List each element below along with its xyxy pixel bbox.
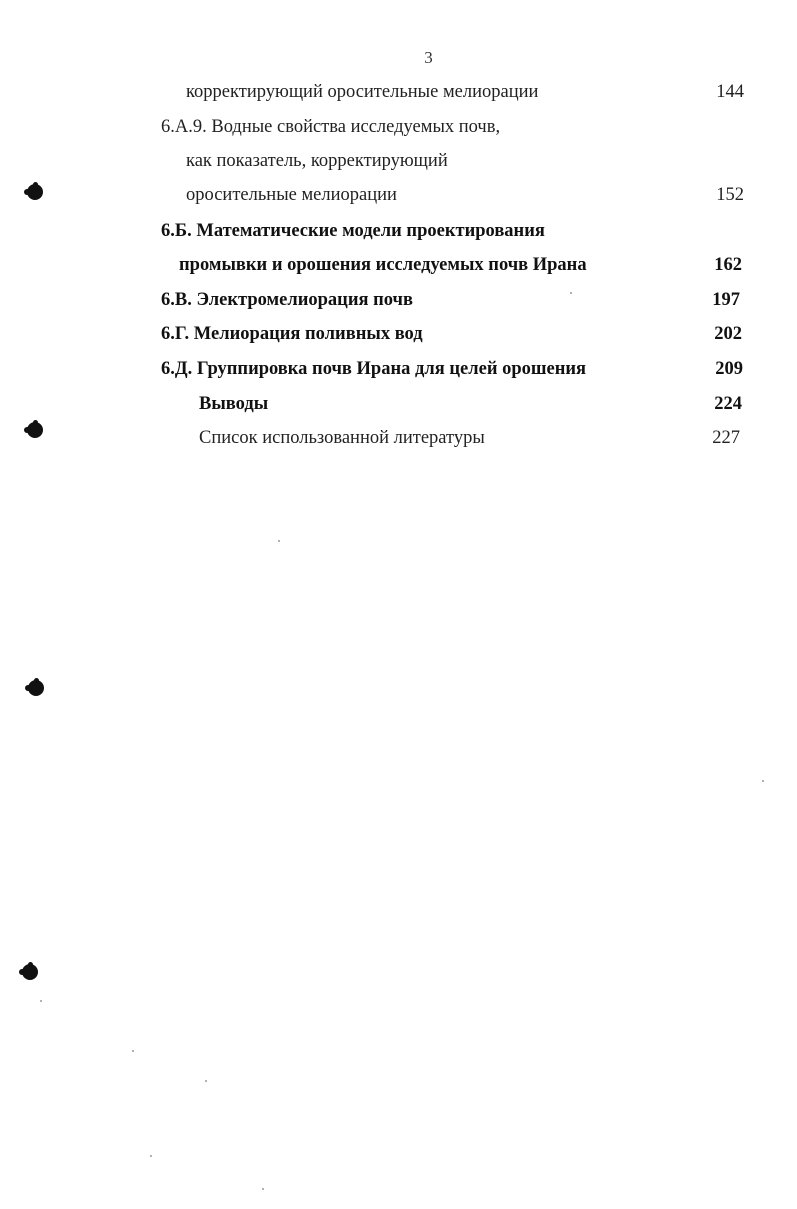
toc-entry-page: 144 [716, 82, 744, 102]
toc-entry-page: 162 [714, 255, 742, 275]
scan-speck [150, 1155, 152, 1157]
toc-entry-text: как показатель, корректирующий [186, 151, 448, 171]
punch-hole-icon [27, 184, 43, 200]
toc-entry-page: 197 [712, 290, 740, 310]
toc-entry-page: 152 [716, 185, 744, 205]
scan-speck [132, 1050, 134, 1052]
toc-entry-text: 6.Б. Математические модели проектирования [161, 221, 545, 241]
scan-speck [762, 780, 764, 782]
toc-entry-text: корректирующий оросительные мелиорации [186, 82, 539, 102]
punch-hole-icon [28, 680, 44, 696]
scan-speck [40, 1000, 42, 1002]
scan-speck [205, 1080, 207, 1082]
punch-hole-icon [22, 964, 38, 980]
toc-entry-text: оросительные мелиорации [186, 185, 397, 205]
toc-entry-text: Выводы [199, 394, 269, 414]
toc-entry-text: 6.Д. Группировка почв Ирана для целей орошения [161, 359, 587, 379]
toc-entry-text: 6.А.9. Водные свойства исследуемых почв, [161, 117, 501, 137]
toc-entry-text: Список использованной литературы [199, 428, 485, 448]
toc-entry-page: 224 [714, 394, 742, 414]
toc-entry-text: 6.В. Электромелиорация почв [161, 290, 413, 310]
toc-entry-page: 227 [712, 428, 740, 448]
scan-speck [570, 292, 572, 294]
toc-entry-page: 202 [714, 324, 742, 344]
punch-hole-icon [27, 422, 43, 438]
scan-speck [278, 540, 280, 542]
toc-entry-text: 6.Г. Мелиорация поливных вод [161, 324, 423, 344]
page-number: 3 [424, 48, 433, 67]
toc-entry-text: промывки и орошения исследуемых почв Ирана [179, 255, 587, 275]
toc-entry-page: 209 [715, 359, 743, 379]
scan-speck [262, 1188, 264, 1190]
